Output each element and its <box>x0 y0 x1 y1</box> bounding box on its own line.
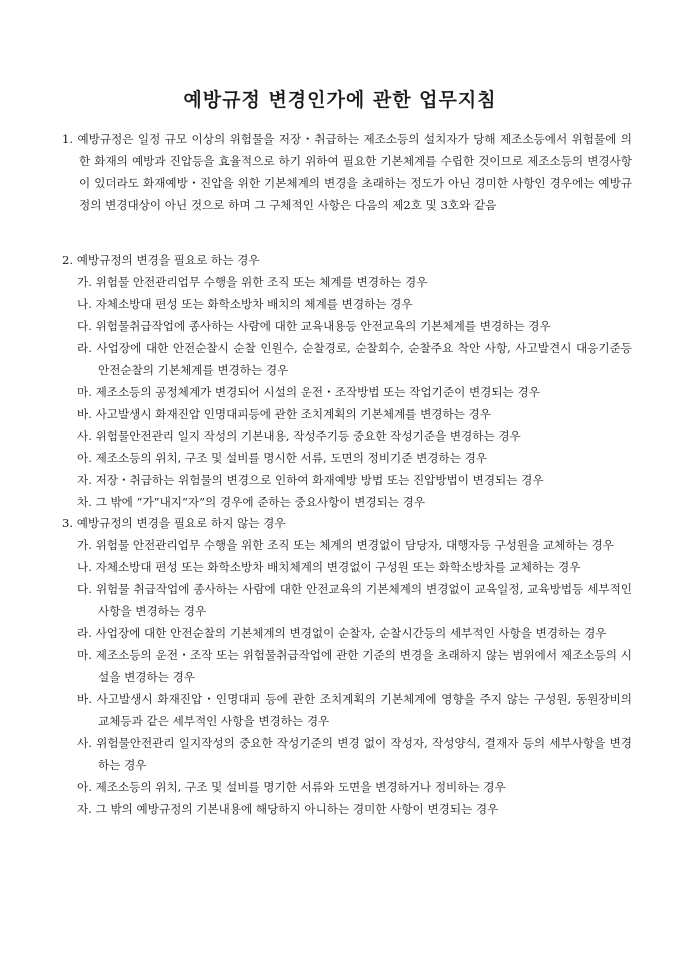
section-3-item-a: 아. 제조소등의 위치, 구조 및 설비를 명기한 서류와 도면을 변경하거나 정비하는 경우 <box>77 780 506 794</box>
section-2-item-sa: 사. 위험물안전관리 일지 작성의 기본내용, 작성주기등 중요한 작성기준을 변경하는 경우 <box>77 429 521 443</box>
section-2-item-ja: 자. 저장・취급하는 위험물의 변경으로 인하여 화재예방 방법 또는 진압방법이 변경되는 경우 <box>77 473 544 487</box>
section-3-item-ra: 라. 사업장에 대한 안전순찰의 기본체계의 변경없이 순찰자, 순찰시간등의 세부적인 사항을 변경하는 경우 <box>77 626 607 640</box>
document-title: 예방규정 변경인가에 관한 업무지침 <box>183 89 497 111</box>
section-3-item-ga: 가. 위험물 안전관리업무 수행을 위한 조직 또는 체계의 변경없이 담당자, 대행자등 구성원을 교체하는 경우 <box>77 538 614 552</box>
section-3 <box>62 512 632 820</box>
section-2-item-a: 아. 제조소등의 위치, 구조 및 설비를 명시한 서류, 도면의 정비기준 변경하는 경우 <box>77 451 487 465</box>
section-3-item-ma: 마. 제조소등의 운전・조작 또는 위험물취급작업에 관한 기준의 변경을 초래하지 않는 범위에서 제조소등의 시설을 변경하는 경우 <box>77 648 632 684</box>
section-2-item-ba: 바. 사고발생시 화재진압 인명대피등에 관한 조치계획의 기본체계를 변경하는 경우 <box>77 407 491 421</box>
section-2-item-cha: 차. 그 밖에 “가”내지“자”의 경우에 준하는 중요사항이 변경되는 경우 <box>77 495 426 509</box>
section-2-item-na: 나. 자체소방대 편성 또는 화학소방차 배치의 체계를 변경하는 경우 <box>77 297 413 311</box>
section-1 <box>62 128 632 216</box>
section-2 <box>62 249 632 513</box>
section-1-paragraph: 1. 예방규정은 일정 규모 이상의 위험물을 저장・취급하는 제조소등의 설치자가 당해 제조소등에서 위험물에 의한 화재의 예방과 진압등을 효율적으로 하기 위하여 필요한 기본체계를 수립한 것이므로 제조소등의 변경사항이 있더라도 화재예방・진압을 위한 기본체계의 변경을 초래하는 정도가 아닌 경미한 사항인 경우에는 예방규정의 변경대상이 아닌 것으로 하며 그 구체적인 사항은 다음의 제2호 및 3호와 같음 <box>62 132 632 212</box>
section-3-item-da: 다. 위험물 취급작업에 종사하는 사람에 대한 안전교육의 기본체계의 변경없이 교육일정, 교육방법등 세부적인 사항을 변경하는 경우 <box>77 582 632 618</box>
section-3-item-ja: 자. 그 밖의 예방규정의 기본내용에 해당하지 아니하는 경미한 사항이 변경되는 경우 <box>77 802 499 816</box>
section-3-heading: 3. 예방규정의 변경을 필요로 하지 않는 경우 <box>62 516 286 530</box>
section-2-item-ga: 가. 위험물 안전관리업무 수행을 위한 조직 또는 체계를 변경하는 경우 <box>77 275 428 289</box>
section-2-item-da: 다. 위험물취급작업에 종사하는 사람에 대한 교육내용등 안전교육의 기본체계를 변경하는 경우 <box>77 319 551 333</box>
section-2-heading: 2. 예방규정의 변경을 필요로 하는 경우 <box>62 253 260 267</box>
section-3-item-sa: 사. 위험물안전관리 일지작성의 중요한 작성기준의 변경 없이 작성자, 작성양식, 결재자 등의 세부사항을 변경하는 경우 <box>77 736 632 772</box>
section-2-item-ra: 라. 사업장에 대한 안전순찰시 순찰 인원수, 순찰경로, 순찰회수, 순찰주요 착안 사항, 사고발견시 대응기준등 안전순찰의 기본체계를 변경하는 경우 <box>77 341 632 377</box>
section-2-item-ma: 마. 제조소등의 공정체계가 변경되어 시설의 운전・조작방법 또는 작업기준이 변경되는 경우 <box>77 385 540 399</box>
section-3-item-na: 나. 자체소방대 편성 또는 화학소방차 배치체계의 변경없이 구성원 또는 화학소방차를 교체하는 경우 <box>77 560 581 574</box>
section-3-item-ba: 바. 사고발생시 화재진압・인명대피 등에 관한 조치계획의 기본체계에 영향을 주지 않는 구성원, 동원장비의 교체등과 같은 세부적인 사항을 변경하는 경우 <box>77 692 632 728</box>
